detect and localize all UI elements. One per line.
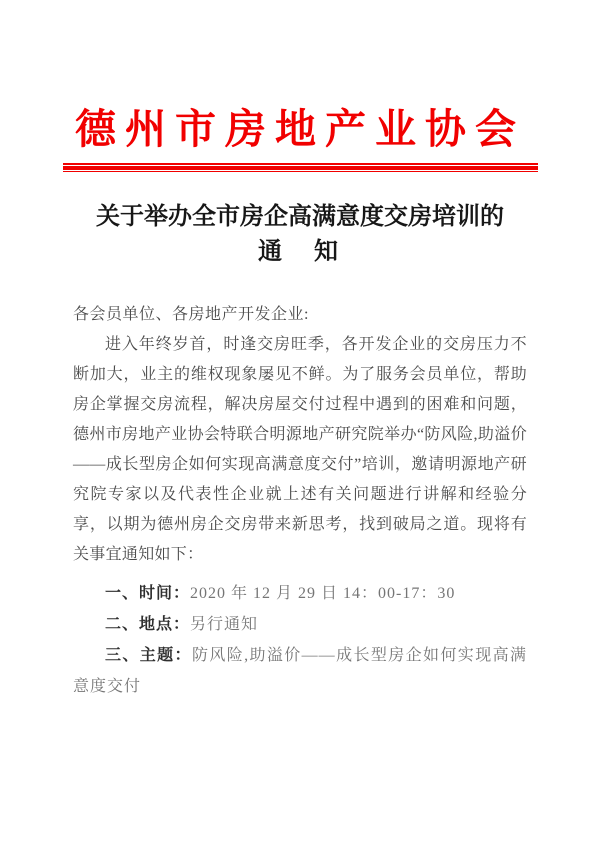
letterhead-divider-middle-stripe [63, 166, 538, 170]
notice-item-list [73, 578, 527, 702]
item-topic-label: 三、主题： [105, 647, 192, 664]
notice-title-line1: 关于举办全市房企高满意度交房培训的 [96, 204, 504, 230]
letterhead-org-name: 德州市房地产业协会 [75, 106, 525, 152]
notice-item-topic [73, 640, 527, 702]
notice-main-paragraph: 进入年终岁首，时逢交房旺季，各开发企业的交房压力不断加大，业主的维权现象屡见不鲜。为了服务会员单位，帮助房企掌握交房流程，解决房屋交付过程中遇到的困难和问题，德州市房地产业协会特联合明源地产研究院举办“防风险,助溢价——成长型房企如何实现高满意度交付”培训，邀请明源地产研究院专家以及代表性企业就上述有关问题进行讲解和经验分享，以期为德州房企交房带来新思考，找到破局之道。现将有关事宜通知如下： [73, 336, 527, 563]
item-time-label: 一、时间： [105, 585, 191, 602]
item-topic-value: 防风险,助溢价——成长型房企如何实现高满意度交付 [73, 647, 527, 695]
notice-body [73, 300, 527, 702]
notice-item-time [73, 578, 527, 609]
notice-title-line2: 通 知 [258, 239, 342, 265]
notice-title [0, 200, 600, 270]
notice-item-location [73, 609, 527, 640]
item-location-value: 另行通知 [190, 616, 259, 633]
salutation-line: 各会员单位、各房地产开发企业: [73, 306, 309, 323]
item-location-label: 二、地点： [105, 616, 191, 633]
letterhead-divider [63, 163, 538, 172]
item-time-value: 2020 年 12 月 29 日 14：00-17：30 [190, 585, 456, 602]
